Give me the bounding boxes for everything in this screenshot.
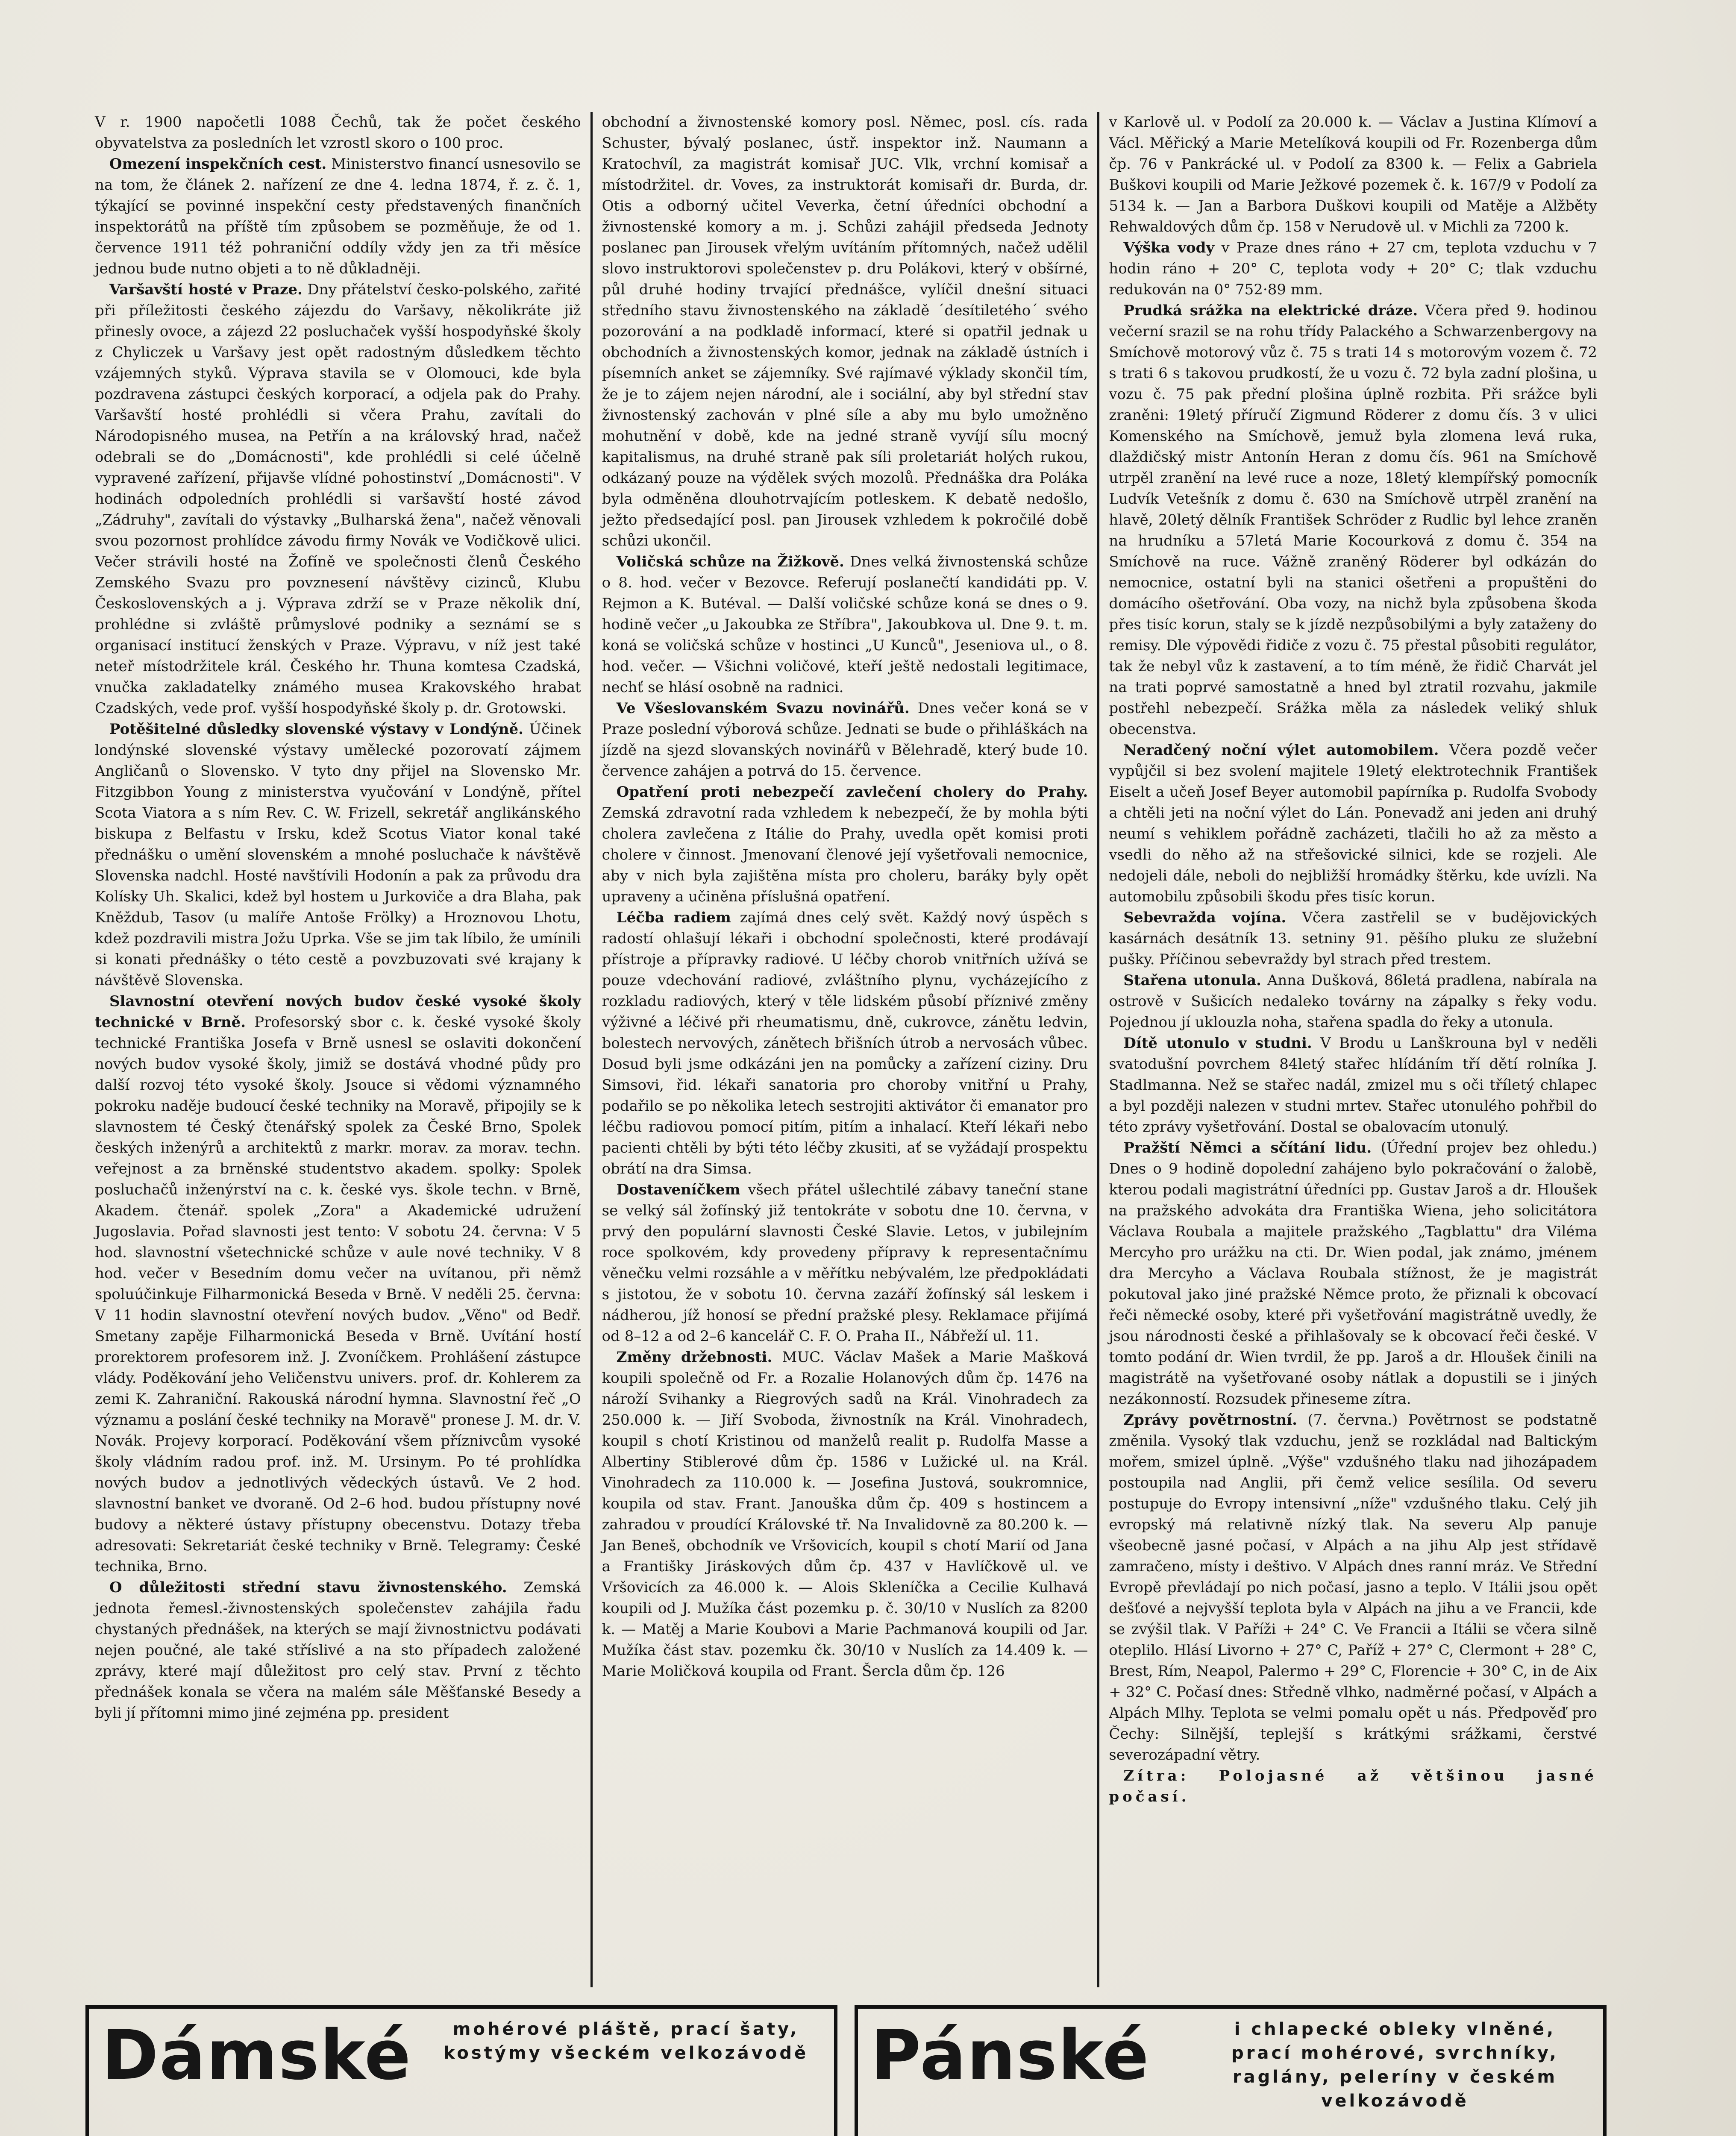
article-heading: Stařena utonula.: [1123, 972, 1262, 989]
article-paragraph: obchodní a živnostenské komory posl. Němec, posl. cís. rada Schuster, bývalý poslanec, ústř. inspektor inž. Naumann a Kratochvíl, za magistrát komisař JUC. Vlk, vrchní komisař a místodržitel. dr. Voves, za instruktorát komisaři dr. Burda, dr. Otis a odborný učitel Veverka, četní úředníci obchodní a živnostenské komory a m. j. Schůzi zahájil předseda Jednoty poslanec pan Jirousek vřelým uvítáním přítomných, načež udělil slovo instruktorovi společenstev p. dru Polákovi, který v obšírné, půl druhé hodiny trvající přednášce, vylíčil dnešní situaci středního stavu živnostenského na základě ´desítiletého´ svého pozorování a na podkladě informací, které si opatřil jednak u obchodních a živnostenských komor, jednak na základě ústních i písemních anket se zájemníky. Své rajímavé výklady skončil tím, že je to zájem nejen národní, ale i sociální, aby byl střední stav živnostenský zachován v plné síle a aby mu bylo umožněno mohutnění v době, kde na jedné straně vyvíjí sílu mocný kapitalismus, na druhé straně pak síli proletariát holých rukou, odkázaný pouze na výdělek svých mozolů. Přednáška dra Poláka byla odměněna dlouhotrvajícím potleskem. K debatě nedošlo, ježto předsedající posl. pan Jirousek vzhledem k pokročilé době schůzi ukončil.: [602, 114, 1088, 549]
article-paragraph: Výška vody v Praze dnes ráno + 27 cm, teplota vzduchu v 7 hodin ráno + 20° C, teplota vody + 20° C; tlak vzduchu redukován na 0° 752·89 mm.: [1109, 239, 1597, 298]
article-paragraph: Neradčený noční výlet automobilem. Včera pozdě večer vypůjčil si bez svolení majitele 19letý elektrotechnik František Eiselt a učeň Josef Beyer automobil papírníka p. Rudolfa Svobody a chtěli jeti na noční výlet do Lán. Ponevadž ani jeden ani druhý neumí s vehiklem pořádně zacházeti, tlačili ho až za město a vsedli do něho až na střešovické silnici, kde se rozjeli. Ale nedojeli dále, neboli do nejbližší hromádky štěrku, kde uvízli. Na automobilu způsobili škodu přes tisíc korun.: [1109, 742, 1597, 905]
article-heading: Zprávy povětrnostní.: [1123, 1411, 1297, 1429]
column-1: [85, 112, 593, 1987]
article-heading: Varšavští hosté v Praze.: [109, 281, 303, 298]
article-paragraph: Pražští Němci a sčítání lidu. (Úřední projev bez ohledu.) Dnes o 9 hodině dopolední zahájeno bylo pokračování o žalobě, kterou podali magistrátní úředníci pp. Gustav Jaroš a dr. Hloušek na pražského advokáta dra Františka Wiena, jeho solicitátora Václava Roubala a majitele pražského „Tagblattu" dra Viléma Mercyho pro urážku na cti. Dr. Wien podal, jak známo, jménem dra Mercyho a Václava Roubala stížnost, že je magistrát pokutoval jako jiné pražské Němce proto, že přiznali k obcovací řeči německé osoby, které při vyšetřování magistrátně uvedly, že jsou národnosti české a přihlašovaly se k obcovací řeči české. V tomto podání dr. Wien tvrdil, že pp. Jaroš a dr. Hloušek činili na magistrátě na vyšetřované osoby nátlak a dopustili se i jiných nezákonností. Rozsudek přineseme zítra.: [1109, 1139, 1597, 1408]
advertisements: [85, 2005, 1607, 2136]
article-heading: Opatření proti nebezpečí zavlečení cholery do Prahy.: [616, 783, 1088, 801]
article-columns: [85, 112, 1607, 1987]
article-paragraph: Prudká srážka na elektrické dráze. Včera před 9. hodinou večerní srazil se na rohu třídy Palackého a Schwarzenbergovy na Smíchově motorový vůz č. 75 s trati 14 s motorovým vozem č. 72 s trati 6 s takovou prudkostí, že u vozu č. 72 byla zadní plošina, u vozu č. 75 pak přední plošina úplně rozbita. Při srážce byli zraněni: 19letý příručí Zigmund Röderer z domu čís. 3 v ulici Komenského na Smíchově, jemuž byla zlomena levá ruka, dlaždičský mistr Antonín Heran z domu čís. 961 na Smíchově utrpěl zranění na levé ruce a noze, 18letý klempířský pomocník Ludvík Vetešník z domu č. 630 na Smíchově utrpěl zranění na hlavě, 20letý dělník František Schröder z Rudlic byl lehce zraněn na hrudníku a 57letá Marie Kocourková z domu č. 354 na Smíchově na ruce. Vážně zraněný Röderer byl odkázán do nemocnice, ostatní byli na stanici ošetřeni a propuštěni do domácího ošetřování. Oba vozy, na nichž byla způsobena škoda přes tisíc korun, staly se k jízdě nezpůsobilými a byly zataženy do remisy. Dle výpovědi řidiče z vozu č. 75 přestal působiti regulátor, tak že nebyl vůz k zastavení, a to tím méně, že řidič Charvát jel na trati poprvé samostatně a hned byl ztratil rozvahu, jakmile postřehl nebezpečí. Srážka měla za následek veliký shluk obecenstva.: [1109, 302, 1597, 738]
advertisement-panske: [855, 2005, 1607, 2136]
article-heading: Výška vody: [1123, 239, 1215, 256]
ad-title: Dámské: [102, 2015, 412, 2095]
article-paragraph: Potěšitelné důsledky slovenské výstavy v Londýně. Účinek londýnské slovenské výstavy umělecké pozorovatí zájmem Angličanů o Slovensko. V tyto dny přijel na Slovensko Mr. Fitzgibbon Young z ministerstva vyučování v Londýně, přítel Scota Viatora a s ním Rev. C. W. Frizell, sekretář anglikánského biskupa z Belfastu v Irsku, kdež Scotus Viator konal také přednášku o umění slovenském a mnohé posluchače k návštěvě Slovenska nadchl. Hosté navštívili Hodonín a pak za průvodu dra Kolísky Uh. Skalici, kdež byl hostem u Jurkoviče a dra Blaha, pak Kněždub, Tasov (u malíře Antoše Frölky) a Hroznovou Lhotu, kdež pozdravili mistra Jožu Uprka. Vše se jim tak líbilo, že umínili si konati přednášky o této cestě a povzbuzovati své krajany k návštěvě Slovenska.: [95, 721, 581, 989]
article-paragraph: O důležitosti střední stavu živnostenského. Zemská jednota řemesl.-živnostenských společenstev zahájila řadu chystaných přednášek, na kterých se mají živnostnictvu podávati nejen poučné, ale také stříslivé a na sto případech založené zprávy, které mají důležitost pro celý stav. První z těchto přednášek konala se včera na malém sále Měšťanské Besedy a byli jí přítomni mimo jiné zejména pp. president: [95, 1579, 581, 1722]
article-heading: Dítě utonulo v studni.: [1123, 1035, 1312, 1052]
article-heading: Omezení inspekčních cest.: [109, 156, 327, 173]
article-paragraph: Slavnostní otevření nových budov české vysoké školy technické v Brně. Profesorský sbor c. k. české vysoké školy technické Františka Josefa v Brně usnesl se oslaviti dokončení nových budov vysoké školy, jimiž se dostává vhodné půdy pro další rozvoj této vysoké školy. Jsouce si vědomi významného pokroku naděje budoucí české techniky na Moravě, připojily se k slavnostem té Český čtenářský spolek za České Brno, Spolek českých inženýrů a architektů z markr. morav. za morav. techn. veřejnost a za brněnské studentstvo akadem. spolky: Spolek posluchačů inženýrství na c. k. české vys. škole techn. v Brně, Akadem. čtenář. spolek „Zora" a Akademické udružení Jugoslavia. Pořad slavnosti jest tento: V sobotu 24. června: V 5 hod. slavnostní všetechnické schůze v aule nové techniky. V 8 hod. večer v Besedním domu večer na uvítanou, při němž spoluúčinkuje Filharmonická Beseda v Brně. V neděli 25. června: V 11 hodin slavnostní otevření nových budov. „Věno" od Bedř. Smetany zapěje Filharmonická Beseda v Brně. Uvítání hostí prorektorem profesorem inž. J. Zvoníčkem. Prohlášení zástupce vlády. Poděkování jeho Veličenstvu univers. prof. dr. Kohlerem za zemi K. Zahraniční. Rakouská národní hymna. Slavnostní řeč „O významu a poslání české techniky na Moravě" pronese J. M. dr. V. Novák. Projevy korporací. Poděkování všem příznivcům vysoké školy vládním radou prof. inž. M. Ursinym. Po té prohlídka nových budov a jednotlivých vědeckých ústavů. Ve 2 hod. slavnostní banket ve dvoraně. Od 2–6 hod. budou přístupny nové budovy a některé ústavy přístupny obecenstvu. Dotazy třeba adresovati: Sekretariát české techniky v Brně. Telegramy: České technika, Brno.: [95, 993, 581, 1575]
article-heading: O důležitosti střední stavu živnostenského.: [109, 1579, 507, 1596]
article-heading: Změny držebnosti.: [616, 1349, 773, 1366]
column-2: [593, 112, 1100, 1987]
article-paragraph: Voličská schůze na Žižkově. Dnes velká živnostenská schůze o 8. hod. večer v Bezovce. Referují poslanečtí kandidáti pp. V. Rejmon a K. Butéval. — Další voličské schůze koná se dnes o 9. hodině večer „u Jakoubka ze Stříbra", Jakoubkova ul. Dne 9. t. m. koná se voličská schůze v hostinci „U Kunců", Jeseniova ul., o 8. hod. večer. — Všichni voličové, kteří ještě nedostali legitimace, nechť se hlásí osobně na radnici.: [602, 553, 1088, 696]
article-paragraph: Dostaveníčkem všech přátel ušlechtilé zábavy taneční stane se velký sál žofínský již tentokráte v sobotu dne 10. června, v prvý den populární slavnosti České Slavie. Letos, v jubilejním roce spolkovém, kdy provedeny přípravy k representačnímu věnečku velmi rozsáhle a v měřítku nebývalém, lze předpokládati s jistotou, že v sobotu 10. června zazáří žofínský sál leskem i nádherou, jíž honosí se přední pražské plesy. Reklamace přijímá od 8–12 a od 2–6 kancelář C. F. O. Praha II., Nábřeží ul. 11.: [602, 1181, 1088, 1345]
ad-title: Pánské: [871, 2015, 1150, 2095]
article-heading: Potěšitelné důsledky slovenské výstavy v Londýně.: [109, 721, 523, 738]
advertisement-damske: [85, 2005, 837, 2136]
article-heading: Voličská schůze na Žižkově.: [616, 553, 844, 570]
article-heading: Dostaveníčkem: [616, 1181, 740, 1198]
article-heading: Pražští Němci a sčítání lidu.: [1123, 1139, 1372, 1156]
article-paragraph: V r. 1900 napočetli 1088 Čechů, tak že počet českého obyvatelstva za posledních let vzrostl skoro o 100 proc.: [95, 114, 581, 152]
article-heading: Léčba radiem: [616, 909, 731, 926]
article-paragraph: Zprávy povětrnostní. (7. června.) Povětrnost se podstatně změnila. Vysoký tlak vzduchu, jenž se rozkládal nad Baltickým mořem, smizel úplně. „Výše" vzdušného tlaku nad jihozápadem postoupila nad Anglii, při čemž velice sesílila. Od severu postupuje do Evropy intensivní „níže" vzdušného tlaku. Celý jih evropský má relativně nízký tlak. Na severu Alp panuje všeobecně jasné počasí, v Alpách a na jihu Alp jest střídavě zamračeno, místy i deštivo. V Alpách dnes ranní mráz. Ve Střední Evropě převládají po nich počasí, jasno a teplo. V Itálii jsou opět dešťové a nejvyšší teplota byla v Alpách na jihu a ve Francii, kde se zvýšil tlak. V Paříži + 24° C. Ve Francii a Itálii se včera silně oteplilo. Hlásí Livorno + 27° C, Paříž + 27° C, Clermont + 28° C, Brest, Rím, Neapol, Palermo + 29° C, Florencie + 30° C, in de Aix + 32° C. Počasí dnes: Středně vlhko, nadměrné počasí, v Alpách a Alpách Mlhy. Teplota se velmi pomalu opět u nás. Předpověď pro Čechy: Silnější, teplejší s krátkými srážkami, čerstvé severozápadní větry.: [1109, 1411, 1597, 1763]
article-paragraph: Varšavští hosté v Praze. Dny přátelství česko-polského, zařité při příležitosti českého zájezdu do Varšavy, několikráte již přinesly ovoce, a zájezd 22 posluchaček vyšší hospodyňské školy z Chyliczek u Varšavy jest opět radostným důsledkem těchto vzájemných styků. Výprava stavila se v Olomouci, kde byla pozdravena zástupci českých korporací, a odjela pak do Prahy. Varšavští hosté prohlédli si včera Prahu, zavítali do Národopisného musea, na Petřín a na královský hrad, načež odebrali se do „Domácnosti", kde prohlédli si celé účelně vypravené zařízení, přijavše vlídné pohostinství „Domácnosti". V hodinách odpoledních prohlédli si varšavští hosté závod „Zádruhy", zavítali do výstavky „Bulharská žena", načež věnovali svou pozornost prohlídce závodu firmy Novák ve Vodičkově ulici. Večer strávili hosté na Žofíně ve společnosti členů Českého Zemského Svazu pro povznesení návštěvy cizinců, Klubu Československých a j. Výprava zdrží se v Praze několik dní, prohlédne si zvláště průmyslové podniky a seznámí se s organisací institucí ženských v Praze. Výpravu, v níž jest také neteř místodržitele král. Českého hr. Thuna komtesa Czadská, vnučka zakladatelky známého musea Krakovského hrabat Czadských, vede prof. vyšší hospodyňské školy p. dr. Grotowski.: [95, 281, 581, 717]
article-paragraph: Změny držebnosti. MUC. Václav Mašek a Marie Mašková koupili společně od Fr. a Rozalie Holanových dům čp. 1476 na nároží Svihanky a Riegrových sadů na Král. Vinohradech za 250.000 k. — Jiří Svoboda, živnostník na Král. Vinohradech, koupil s chotí Kristinou od manželů realit p. Rudolfa Masse a Albertiny Stiblerové dům čp. 1586 v Lužické ul. na Král. Vinohradech za 110.000 k. — Josefina Justová, soukromnice, koupila od stav. Frant. Janouška dům čp. 409 s hostincem a zahradou v proudící Královské tř. Na Invalidovně za 80.200 k. — Jan Beneš, obchodník ve Vršovicích, koupil s chotí Marií od Jana a Františky Jiráskových dům čp. 437 v Havlíčkově ul. ve Vršovicích za 46.000 k. — Alois Skleníčka a Cecilie Kulhavá koupili od J. Mužíka část pozemku p. č. 30/10 v Nuslích za 8200 k. — Matěj a Marie Koubovi a Marie Pachmanová koupili od Jar. Mužíka část stav. pozemku čk. 30/10 v Nuslích za 14.409 k. — Marie Moličková koupila od Frant. Šercla dům čp. 126: [602, 1349, 1088, 1680]
ad-description: i chlapecké obleky vlněné, prací mohérové, svrchníky, raglány, peleríny v českém velkozávodě: [1231, 2019, 1559, 2111]
article-heading: Sebevražda vojína.: [1123, 909, 1287, 926]
weather-forecast: Zítra: Polojasné až většinou jasné počasí.: [1109, 1767, 1597, 1805]
article-heading: Slavnostní otevření nových budov české vysoké školy technické v Brně.: [95, 993, 581, 1031]
article-paragraph: Omezení inspekčních cest. Ministerstvo financí usnesovilo se na tom, že článek 2. nařízení ze dne 4. ledna 1874, ř. z. č. 1, týkající se povinné inspekční cesty představených finančních inspektorátů na příště tím způsobem se pozměňuje, že od 1. července 1911 též pohraniční oddíly vždy jen za tři měsíce jednou bude nutno objeti a to ně důkladněji.: [95, 156, 581, 277]
article-paragraph: Ve Všeslovanském Svazu novinářů. Dnes večer koná se v Praze poslední výborová schůze. Jednati se bude o přihláškách na jízdě na sjezd slovanských novinářů v Bělehradě, který bude 10. července zahájen a potrvá do 15. července.: [602, 700, 1088, 780]
ad-description: mohérové pláště, prací šaty, kostýmy všeckém velkozávodě: [443, 2019, 809, 2063]
article-heading: Ve Všeslovanském Svazu novinářů.: [616, 700, 910, 717]
article-paragraph: Dítě utonulo v studni. V Brodu u Lanškrouna byl v neděli svatodušní povrchem 84letý stařec hlídáním tří dětí rolníka J. Stadlmanna. Než se stařec nadál, zmizel mu s oči tříletý chlapec a byl později nalezen v studni mrtev. Stařec utonulého pohřbil do této zprávy vyšetřování. Dostal se obalovacím utonulý.: [1109, 1035, 1597, 1135]
article-paragraph: Léčba radiem zajímá dnes celý svět. Každý nový úspěch s radostí ohlašují lékaři i obchodní společnosti, které prodávají přístroje a přípravky radiové. U léčby chorob vnitřních užívá se pouze vdechování radiové, zvláštního plynu, vycházejícího z rozkladu radiových, který v těle lidském působí příznivé změny výživné a léčivé při rheumatismu, dně, cukrovce, zánětu ledvin, bolestech nervových, zánětech břišních útrob a nervosách vůbec. Dosud byli jsme odkázáni jen na pomůcky a zařízení ciziny. Dru Simsovi, řid. lékaři sanatoria pro choroby vnitřní u Prahy, podařilo se po několika letech sestrojiti aktivátor či emanator pro léčbu radiovou pomocí pitím, pitím a inhalací. Kteří lékaři nebo pacienti chtěli by býti této léčby zkusiti, ať se vyžádají prospektu obrátí na dra Simsa.: [602, 909, 1088, 1177]
article-heading: Neradčený noční výlet automobilem.: [1123, 742, 1439, 759]
article-heading: Prudká srážka na elektrické dráze.: [1123, 302, 1418, 319]
article-paragraph: Stařena utonula. Anna Dušková, 86letá pradlena, nabírala na ostrově v Sušicích nedaleko továrny na zápalky s řeky vodu. Pojednou jí uklouzla noha, stařena spadla do řeky a utonula.: [1109, 972, 1597, 1031]
article-paragraph: Sebevražda vojína. Včera zastřelil se v budějovických kasárnách desátník 13. setniny 91. pěšího pluku ze služební pušky. Příčinou sebevraždy byl strach před trestem.: [1109, 909, 1597, 968]
article-paragraph: Opatření proti nebezpečí zavlečení cholery do Prahy. Zemská zdravotní rada vzhledem k nebezpečí, že by mohla býti cholera zavlečena z Itálie do Prahy, uvedla opět komisi proti cholere v činnost. Jmenovaní členové její vyšetřovali nemocnice, aby v nich byla zajištěna místa pro choleru, baráky byly opět upraveny a učiněna příslušná opatření.: [602, 783, 1088, 905]
article-paragraph: v Karlově ul. v Podolí za 20.000 k. — Václav a Justina Klímoví a Václ. Měřický a Marie Metelíková koupili od Fr. Rozenberga dům čp. 76 v Pankrácké ul. v Podolí za 8300 k. — Felix a Gabriela Buškovi koupili od Marie Ježkové pozemek č. k. 167/9 v Podolí za 5134 k. — Jan a Barbora Duškovi koupili od Matěje a Alžběty Rehwaldových dům čp. 158 v Nerudově ul. v Michli za 7200 k.: [1109, 114, 1597, 235]
column-3: [1099, 112, 1607, 1987]
